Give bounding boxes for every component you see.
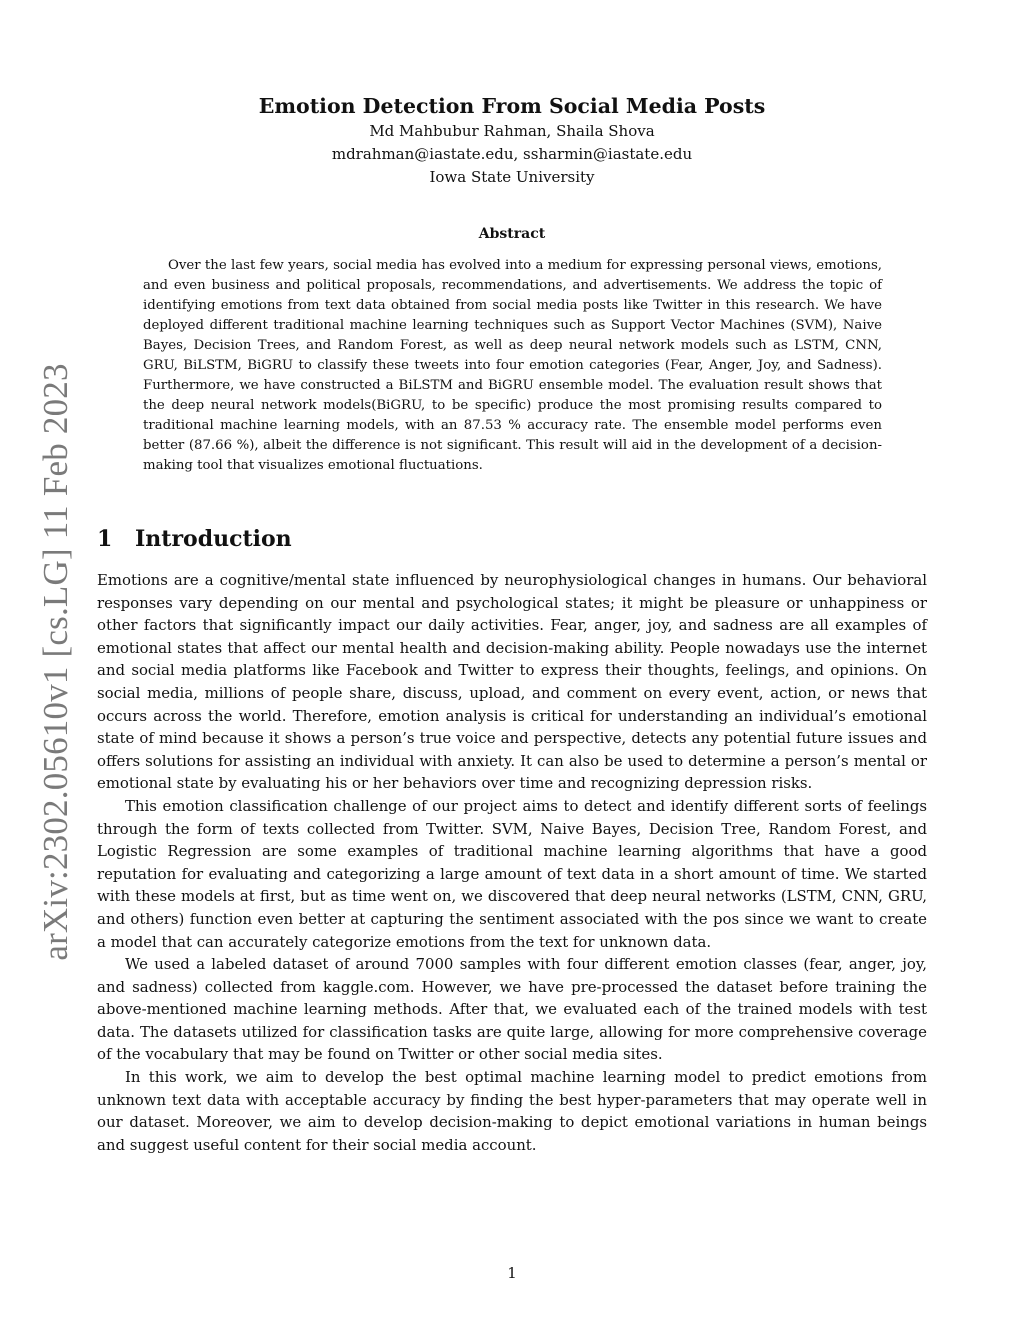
intro-paragraph-1: Emotions are a cognitive/mental state influenced by neurophysiological changes in humans. Our behavioral responses vary depending on our mental and psychological states; it might be pleasure or unhappiness or other factors that significantly impact our daily activities. Fear, anger, joy, and sadness are all examples of emotional states that affect our mental health and decision-making ability. People nowadays use the internet and social media platforms like Facebook and Twitter to express their thoughts, feelings, and opinions. On social media, millions of people share, discuss, upload, and comment on every event, action, or news that occurs across the world. Therefore, emotion analysis is critical for understanding an individual’s emotional state of mind because it shows a person’s true voice and perspective, detects any potential future issues and offers solutions for assisting an individual with anxiety. It can also be used to determine a person’s mental or emotional state by evaluating his or her behaviors over time and recognizing depression risks. <box>97 571 927 793</box>
arxiv-identifier-stamp: arXiv:2302.05610v1 [cs.LG] 11 Feb 2023 <box>36 363 75 961</box>
author-affiliation: Iowa State University <box>429 168 595 186</box>
abstract-text: Over the last few years, social media has evolved into a medium for expressing personal views, emotions, and even business and political proposals, recommendations, and advertisements. We address the topic of identifying emotions from text data obtained from social media posts like Twitter in this research. We have deployed different traditional machine learning techniques such as Support Vector Machines (SVM), Naive Bayes, Decision Trees, and Random Forest, as well as deep neural network models such as LSTM, CNN, GRU, BiLSTM, BiGRU to classify these tweets into four emotion categories (Fear, Anger, Joy, and Sadness). Furthermore, we have constructed a BiLSTM and BiGRU ensemble model. The evaluation result shows that the deep neural network models(BiGRU, to be specific) produce the most promising results compared to traditional machine learning models, with an 87.53 % accuracy rate. The ensemble model performs even better (87.66 %), albeit the difference is not significant. This result will aid in the development of a decision-making tool that visualizes emotional fluctuations. <box>143 258 882 473</box>
paper-header <box>100 92 924 189</box>
section-heading-introduction <box>97 523 292 555</box>
section-title: Introduction <box>135 526 292 552</box>
intro-paragraph-4: In this work, we aim to develop the best optimal machine learning model to predict emotions from unknown text data with acceptable accuracy by finding the best hyper-parameters that may operate well in our dataset. Moreover, we aim to develop decision-making to depict emotional variations in human beings and suggest useful content for their social media account. <box>97 1068 927 1154</box>
abstract-heading: Abstract <box>478 226 546 242</box>
page-number: 1 <box>507 1264 517 1282</box>
author-emails: mdrahman@iastate.edu, ssharmin@iastate.edu <box>331 145 693 163</box>
section-number: 1 <box>97 526 113 552</box>
paper-authors: Md Mahbubur Rahman, Shaila Shova <box>369 122 655 140</box>
introduction-body <box>97 569 927 1156</box>
intro-paragraph-2: This emotion classification challenge of our project aims to detect and identify different sorts of feelings through the form of texts collected from Twitter. SVM, Naive Bayes, Decision Tree, Random Forest, and Logistic Regression are some examples of traditional machine learning algorithms that have a good reputation for evaluating and categorizing a large amount of text data in a short amount of time. We started with these models at first, but as time went on, we discovered that deep neural networks (LSTM, CNN, GRU, and others) function even better at capturing the sentiment associated with the pos since we want to create a model that can accurately categorize emotions from the text for unknown data. <box>97 796 927 951</box>
paper-title: Emotion Detection From Social Media Posts <box>258 94 766 118</box>
intro-paragraph-3: We used a labeled dataset of around 7000 samples with four different emotion classes (fear, anger, joy, and sadness) collected from kaggle.com. However, we have pre-processed the dataset before training the above-mentioned machine learning methods. After that, we evaluated each of the trained models with test data. The datasets utilized for classification tasks are quite large, allowing for more comprehensive coverage of the vocabulary that may be found on Twitter or other social media sites. <box>97 955 927 1064</box>
